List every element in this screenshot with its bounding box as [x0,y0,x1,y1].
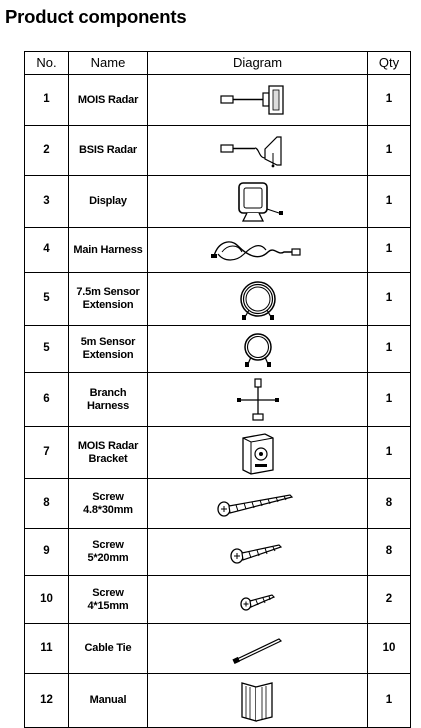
item-qty: 1 [368,176,411,228]
medium-screw-icon [213,536,303,568]
table-row [25,529,411,576]
item-diagram [148,126,368,176]
bsis-radar-icon [213,131,303,171]
item-diagram [148,176,368,228]
table-row [25,126,411,176]
item-diagram [148,529,368,576]
sensor-extension-cable-icon [213,276,303,322]
table-row [25,674,411,728]
item-qty: 8 [368,479,411,529]
item-number: 11 [25,624,69,674]
table-row [25,228,411,273]
item-name: Cable Tie [69,624,148,674]
item-number: 3 [25,176,69,228]
item-qty: 1 [368,228,411,273]
item-qty: 1 [368,273,411,326]
item-name: Main Harness [69,228,148,273]
item-name: Screw 4*15mm [69,576,148,624]
table-row [25,326,411,373]
item-diagram [148,326,368,373]
table-row [25,576,411,624]
components-table [24,51,411,728]
item-qty: 1 [368,427,411,479]
item-number: 6 [25,373,69,427]
item-name: 7.5m Sensor Extension [69,273,148,326]
sensor-extension-cable-icon [213,328,303,370]
table-header-row [25,52,411,75]
item-qty: 10 [368,624,411,674]
item-number: 7 [25,427,69,479]
display-icon [213,179,303,225]
page-title: Product components [5,6,187,27]
item-diagram [148,373,368,427]
item-qty: 1 [368,126,411,176]
item-name: MOIS Radar Bracket [69,427,148,479]
item-name: 5m Sensor Extension [69,326,148,373]
item-qty: 1 [368,326,411,373]
item-number: 5 [25,273,69,326]
item-diagram [148,75,368,126]
table-row [25,427,411,479]
table-row [25,624,411,674]
item-name: MOIS Radar [69,75,148,126]
radar-bracket-icon [213,430,303,476]
item-qty: 1 [368,75,411,126]
item-name: Screw 4.8*30mm [69,479,148,529]
header-qty: Qty [368,52,411,75]
table-row [25,75,411,126]
short-screw-icon [218,584,298,616]
manual-booklet-icon [218,677,298,725]
item-number: 12 [25,674,69,728]
item-number: 1 [25,75,69,126]
item-qty: 1 [368,373,411,427]
item-name: Manual [69,674,148,728]
branch-harness-icon [213,376,303,424]
header-name: Name [69,52,148,75]
item-diagram [148,674,368,728]
item-diagram [148,479,368,529]
item-qty: 2 [368,576,411,624]
item-qty: 1 [368,674,411,728]
main-harness-icon [208,232,308,268]
cable-tie-icon [213,633,303,665]
item-diagram [148,624,368,674]
table-row [25,273,411,326]
header-no: No. [25,52,69,75]
item-name: Screw 5*20mm [69,529,148,576]
item-qty: 8 [368,529,411,576]
table-row [25,176,411,228]
long-screw-icon [208,487,308,521]
item-diagram [148,576,368,624]
item-number: 8 [25,479,69,529]
item-number: 5 [25,326,69,373]
item-diagram [148,427,368,479]
item-number: 9 [25,529,69,576]
table-row [25,479,411,529]
table-row [25,373,411,427]
item-number: 2 [25,126,69,176]
item-diagram [148,228,368,273]
item-diagram [148,273,368,326]
item-number: 10 [25,576,69,624]
mois-radar-icon [213,80,303,120]
item-name: BSIS Radar [69,126,148,176]
item-number: 4 [25,228,69,273]
item-name: Display [69,176,148,228]
item-name: Branch Harness [69,373,148,427]
header-diagram: Diagram [148,52,368,75]
